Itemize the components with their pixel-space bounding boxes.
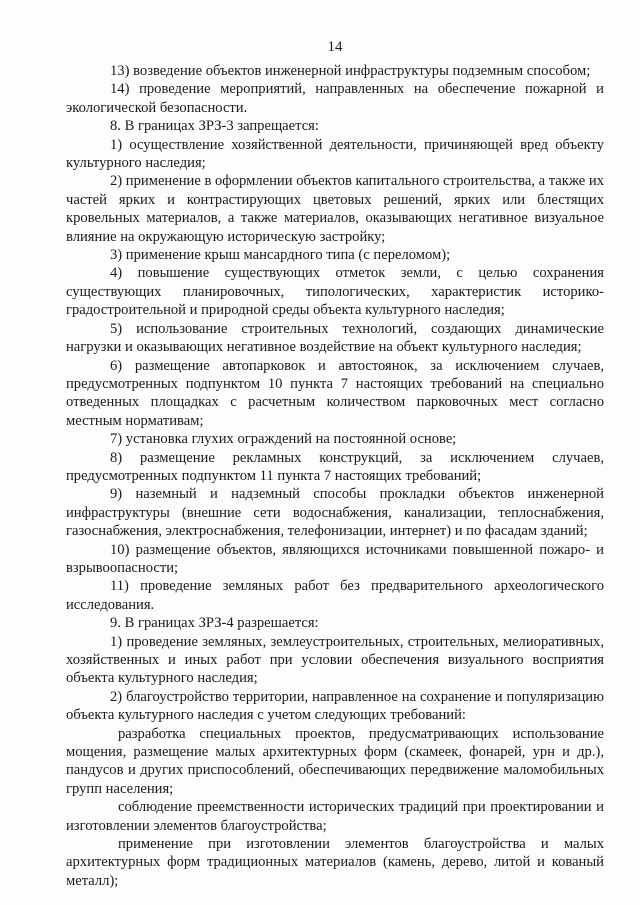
paragraph-requirement-3: применение при изготовлении элементов благоустройства и малых архитектурных форм традиционных материалов (камень, дерево, литой и кованый металл); [66, 836, 604, 889]
page-number: 14 [327, 39, 343, 55]
paragraph-item-8-11: 11) проведение земляных работ без предварительного археологического исследования. [66, 578, 604, 613]
paragraph-item-8-6: 6) размещение автопарковок и автостоянок, за исключением случаев, предусмотренных подпунктом 10 пункта 7 настоящих требований на специально отведенных площадках с расчетным количеством парковочных мест согласно местным нормативам; [66, 357, 604, 429]
paragraph-item-8-9: 9) наземный и надземный способы прокладки объектов инженерной инфраструктуры (внешние сети водоснабжения, канализации, теплоснабжения, газоснабжения, электроснабжения, телефонизации, интернет) и по фасадам зданий; [66, 486, 604, 540]
paragraph-item-14: 14) проведение мероприятий, направленных на обеспечение пожарной и экологической безопасности. [66, 81, 604, 116]
paragraph-requirement-1: разработка специальных проектов, предусматривающих использование мощения, размещение малых архитектурных форм (скамеек, фонарей, урн и др.), пандусов и других приспособлений, обеспечивающих передвижение маломобильных групп населения; [66, 725, 604, 797]
paragraph-item-8-7: 7) установка глухих ограждений на постоянной основе; [110, 431, 457, 448]
paragraph-item-8-3: 3) применение крыш мансардного типа (с переломом); [110, 247, 451, 264]
section-heading-8: 8. В границах ЗРЗ-3 запрещается: [110, 118, 319, 135]
paragraph-item-8-1: 1) осуществление хозяйственной деятельности, причиняющей вред объекту культурного наследия; [66, 136, 604, 172]
paragraph-item-8-10: 10) размещение объектов, являющихся источниками повышенной пожаро- и взрывоопасности; [66, 541, 604, 576]
paragraph-item-13: 13) возведение объектов инженерной инфраструктуры подземным способом; [110, 63, 591, 79]
paragraph-item-9-1: 1) проведение земляных, землеустроительных, строительных, мелиоративных, хозяйственных и иных работ при условии обеспечения визуального восприятия объекта культурного наследия; [66, 633, 604, 687]
paragraph-requirement-2: соблюдение преемственности исторических традиций при проектировании и изготовлении элементов благоустройства; [66, 799, 604, 834]
paragraph-item-8-2: 2) применение в оформлении объектов капитального строительства, а также их частей ярких и контрастирующих цветовых решений, ярких или блестящих кровельных материалов, а также материалов, оказывающих негативное визуальное влияние на окружающую историческую застройку; [66, 173, 604, 245]
section-heading-9: 9. В границах ЗРЗ-4 разрешается: [110, 615, 319, 632]
paragraph-item-8-5: 5) использование строительных технологий, создающих динамические нагрузки и оказывающих негативное воздействие на объект культурного наследия; [66, 320, 604, 356]
paragraph-item-8-8: 8) размещение рекламных конструкций, за исключением случаев, предусмотренных подпунктом 11 пункта 7 настоящих требований; [66, 449, 604, 484]
paragraph-item-9-2: 2) благоустройство территории, направленное на сохранение и популяризацию объекта культурного наследия с учетом следующих требований: [66, 688, 604, 724]
paragraph-item-8-4: 4) повышение существующих отметок земли, с целью сохранения существующих планировочных, типологических, характеристик историко-градостроительной и природной среды объекта культурного наследия; [66, 265, 604, 319]
